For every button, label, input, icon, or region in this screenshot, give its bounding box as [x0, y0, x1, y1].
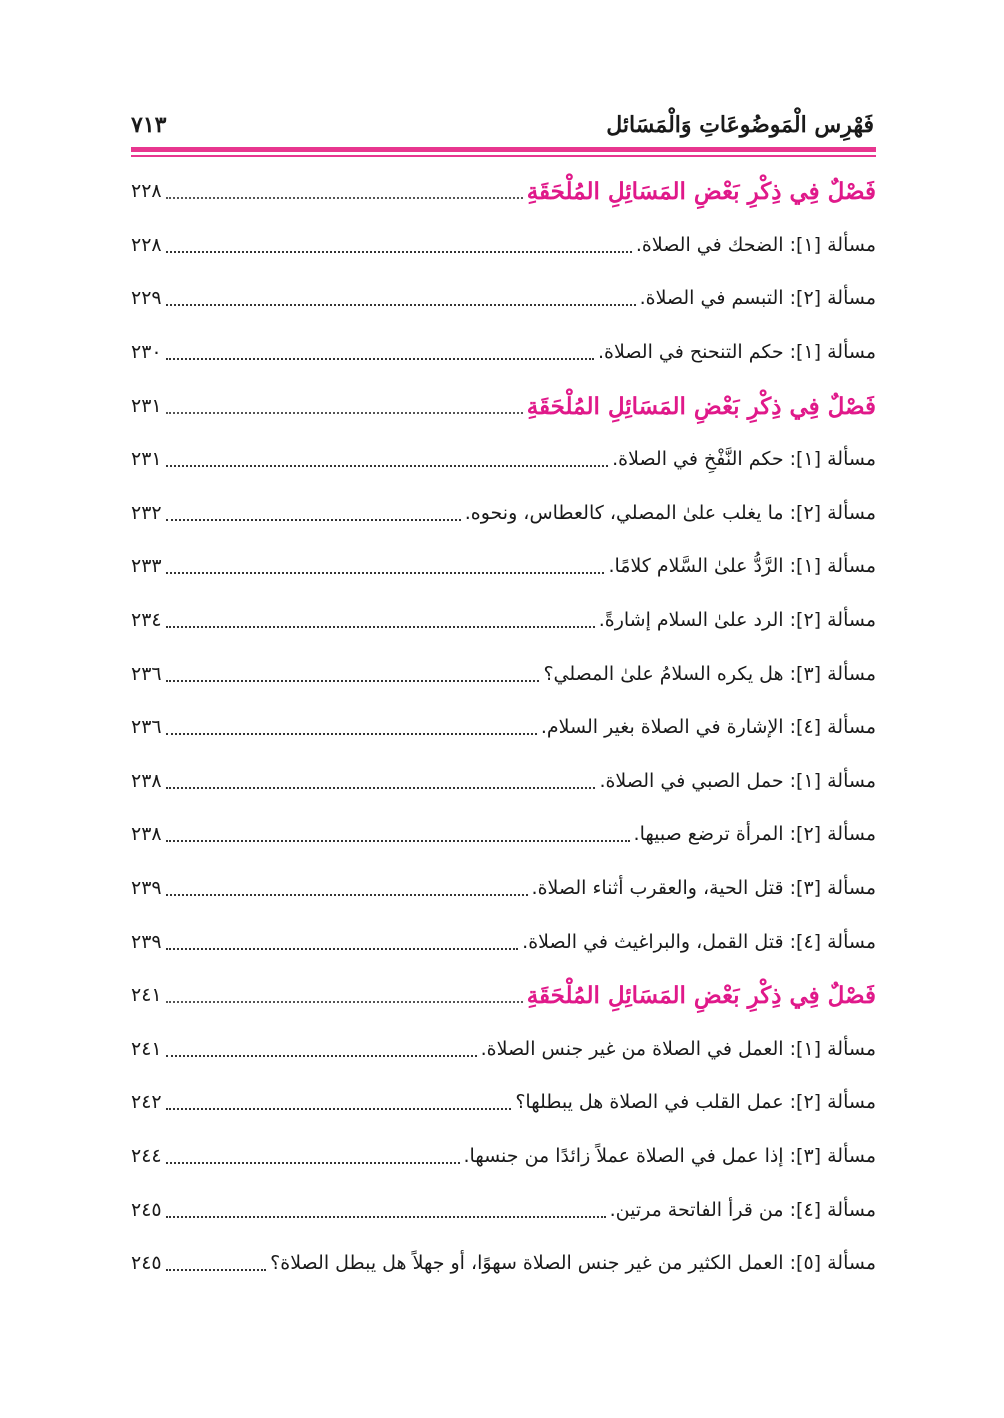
dot-leader — [166, 464, 608, 467]
toc-entry — [131, 272, 876, 326]
entry-page-number: ٢٣٠ — [131, 341, 162, 364]
entry-title: مسألة [٢]: المرأة ترضع صبيها. — [633, 823, 876, 846]
section-title: فَصْلٌ فِي ذِكْرِ بَعْضِ المَسَائِلِ المُلْحَقَةِ — [526, 178, 876, 206]
toc-entry — [131, 701, 876, 755]
entry-title: مسألة [٢]: ما يغلب علىٰ المصلي، كالعطاس، ونحوه. — [464, 501, 876, 524]
toc-entry — [131, 1076, 876, 1130]
entry-title: مسألة [٢]: الرد علىٰ السلام إشارةً. — [598, 609, 876, 632]
section-title: فَصْلٌ فِي ذِكْرِ بَعْضِ المَسَائِلِ المُلْحَقَةِ — [526, 982, 876, 1010]
dot-leader — [166, 839, 630, 842]
toc-entry — [131, 915, 876, 969]
entry-title: مسألة [٤]: قتل القمل، والبراغيث في الصلاة. — [522, 930, 876, 953]
entry-title: مسألة [٣]: إذا عمل في الصلاة عملاً زائدًا من جنسها. — [463, 1144, 876, 1167]
entry-page-number: ٢٣٨ — [131, 823, 162, 846]
entry-page-number: ٢٤٥ — [131, 1252, 162, 1275]
entry-title: مسألة [١]: الضحك في الصلاة. — [635, 233, 876, 256]
entry-page-number: ٢٤١ — [131, 984, 162, 1007]
dot-leader — [166, 1054, 477, 1057]
entry-title: مسألة [٣]: قتل الحية، والعقرب أثناء الصلاة. — [531, 877, 876, 900]
dot-leader — [166, 357, 594, 360]
entry-title: مسألة [١]: حكم التنحنح في الصلاة. — [597, 341, 876, 364]
section-title: فَصْلٌ فِي ذِكْرِ بَعْضِ المَسَائِلِ المُلْحَقَةِ — [526, 392, 876, 420]
toc-entry — [131, 1130, 876, 1184]
dot-leader — [166, 1215, 606, 1218]
entry-title: مسألة [٤]: الإشارة في الصلاة بغير السلام. — [540, 716, 876, 739]
entry-title: مسألة [١]: العمل في الصلاة من غير جنس الصلاة. — [480, 1037, 876, 1060]
entry-page-number: ٢٣١ — [131, 394, 162, 417]
toc-entry — [131, 1183, 876, 1237]
entry-title: مسألة [١]: حمل الصبي في الصلاة. — [599, 769, 876, 792]
dot-leader — [166, 625, 595, 628]
toc-entry — [131, 647, 876, 701]
entry-title: مسألة [٢]: التبسم في الصلاة. — [639, 287, 876, 310]
dot-leader — [166, 1107, 512, 1110]
dot-leader — [166, 732, 537, 735]
entry-page-number: ٢٣٣ — [131, 555, 162, 578]
page-header — [131, 108, 874, 146]
entry-page-number: ٢٣٦ — [131, 716, 162, 739]
entry-page-number: ٢٣٦ — [131, 662, 162, 685]
dot-leader — [166, 679, 540, 682]
entry-page-number: ٢٣١ — [131, 448, 162, 471]
toc-entry — [131, 433, 876, 487]
entry-page-number: ٢٢٩ — [131, 287, 162, 310]
toc-entry — [131, 1023, 876, 1077]
dot-leader — [166, 571, 605, 574]
toc-section-heading — [131, 969, 876, 1023]
dot-leader — [166, 786, 596, 789]
toc-entry — [131, 755, 876, 809]
header-page-number: ٧١٣ — [131, 112, 167, 138]
entry-title: مسألة [٤]: من قرأ الفاتحة مرتين. — [609, 1198, 876, 1221]
entry-page-number: ٢٣٩ — [131, 877, 162, 900]
dot-leader — [166, 947, 519, 950]
entry-page-number: ٢٣٨ — [131, 769, 162, 792]
header-rule-thick — [131, 147, 876, 152]
entry-page-number: ٢٤١ — [131, 1037, 162, 1060]
dot-leader — [166, 1000, 523, 1003]
entry-page-number: ٢٢٨ — [131, 233, 162, 256]
toc-entry — [131, 808, 876, 862]
toc-section-heading — [131, 379, 876, 433]
dot-leader — [166, 250, 632, 253]
toc-section-heading — [131, 165, 876, 219]
entry-page-number: ٢٢٨ — [131, 180, 162, 203]
entry-title: مسألة [١]: الرَّدُّ علىٰ السَّلام كلامًا. — [608, 555, 876, 578]
header-title: فَهْرِس الْمَوضُوعَاتِ وَالْمَسَائل — [606, 112, 874, 138]
toc-entry — [131, 487, 876, 541]
entry-page-number: ٢٣٤ — [131, 609, 162, 632]
dot-leader — [166, 893, 528, 896]
header-rule-thin — [131, 155, 876, 157]
entry-page-number: ٢٤٥ — [131, 1198, 162, 1221]
dot-leader — [166, 518, 461, 521]
toc-entry — [131, 1237, 876, 1291]
table-of-contents — [131, 165, 876, 1290]
entry-page-number: ٢٤٢ — [131, 1091, 162, 1114]
dot-leader — [166, 411, 523, 414]
dot-leader — [166, 196, 523, 199]
entry-page-number: ٢٣٩ — [131, 930, 162, 953]
toc-entry — [131, 326, 876, 380]
entry-page-number: ٢٣٢ — [131, 501, 162, 524]
dot-leader — [166, 303, 636, 306]
toc-entry — [131, 540, 876, 594]
toc-entry — [131, 862, 876, 916]
entry-title: مسألة [٥]: العمل الكثير من غير جنس الصلاة سهوًا، أو جهلاً هل يبطل الصلاة؟ — [270, 1252, 876, 1275]
entry-title: مسألة [٣]: هل يكره السلامُ علىٰ المصلي؟ — [543, 662, 876, 685]
toc-entry — [131, 219, 876, 273]
entry-title: مسألة [٢]: عمل القلب في الصلاة هل يبطلها؟ — [515, 1091, 876, 1114]
toc-entry — [131, 594, 876, 648]
dot-leader — [166, 1268, 267, 1271]
entry-title: مسألة [١]: حكم النَّفْخِ في الصلاة. — [612, 448, 876, 471]
dot-leader — [166, 1161, 460, 1164]
entry-page-number: ٢٤٤ — [131, 1144, 162, 1167]
